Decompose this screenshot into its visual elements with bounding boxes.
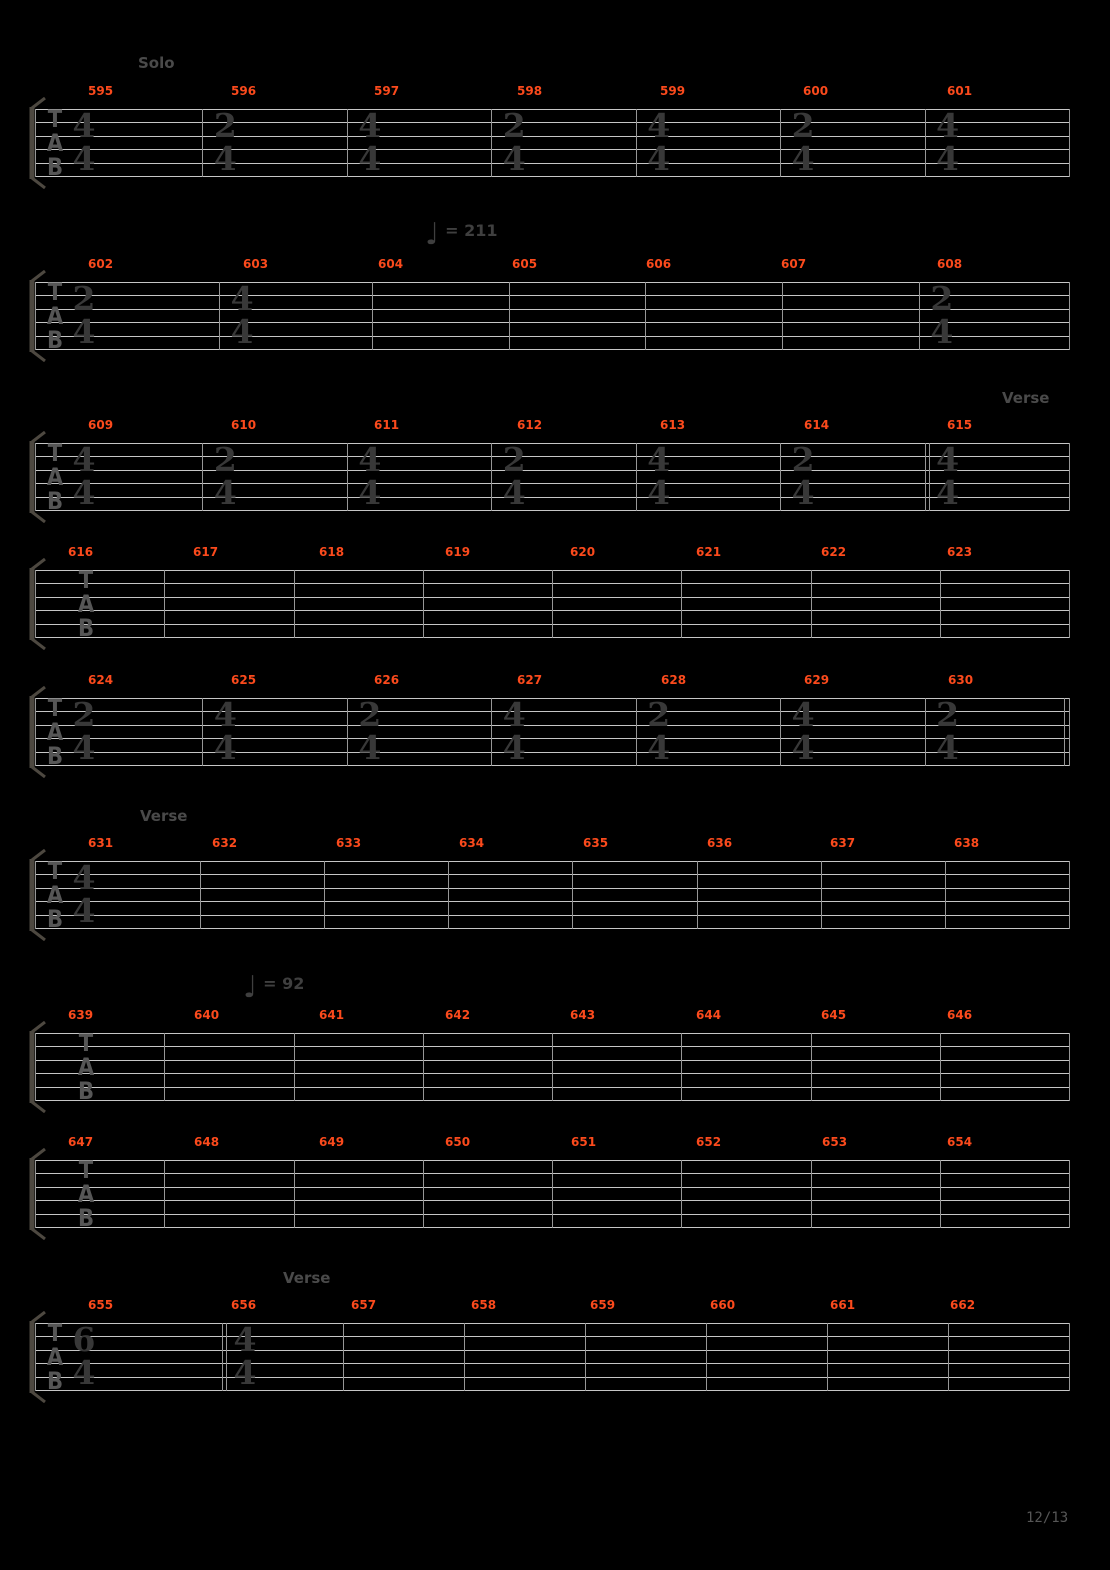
time-signature-denominator: 4 bbox=[647, 139, 671, 178]
measure-number: 653 bbox=[822, 1135, 848, 1149]
tab-clef bbox=[71, 1158, 101, 1230]
measure-number: 644 bbox=[696, 1008, 722, 1022]
time-signature-numerator: 2 bbox=[358, 695, 382, 734]
measure[interactable] bbox=[510, 282, 647, 350]
measure-number: 643 bbox=[570, 1008, 596, 1022]
tab-clef-letter: A bbox=[46, 718, 64, 746]
tab-clef-letter: A bbox=[77, 1180, 95, 1208]
time-signature bbox=[788, 106, 818, 178]
time-signature-denominator: 4 bbox=[230, 312, 254, 351]
time-signature-denominator: 4 bbox=[502, 139, 526, 178]
tab-clef bbox=[40, 107, 70, 179]
time-signature-numerator: 6 bbox=[72, 1320, 96, 1359]
measure-number: 641 bbox=[319, 1008, 345, 1022]
measure-number: 646 bbox=[947, 1008, 973, 1022]
time-signature-numerator: 4 bbox=[358, 440, 382, 479]
time-signature bbox=[933, 106, 963, 178]
time-signature-numerator: 2 bbox=[213, 106, 237, 145]
time-signature-numerator: 2 bbox=[213, 440, 237, 479]
measure-number: 657 bbox=[351, 1298, 377, 1312]
measure[interactable] bbox=[941, 1160, 1070, 1228]
tempo-value: = 92 bbox=[263, 974, 305, 993]
measure-number: 628 bbox=[661, 673, 687, 687]
staff-system-9 bbox=[35, 1269, 1070, 1395]
measure-number: 659 bbox=[590, 1298, 616, 1312]
section-label: Verse bbox=[283, 1269, 331, 1287]
measure[interactable] bbox=[373, 282, 510, 350]
measure-number: 618 bbox=[319, 545, 345, 559]
tab-clef-letter: B bbox=[77, 614, 95, 642]
staff-system-6 bbox=[35, 807, 1070, 933]
measure-numbers bbox=[35, 1298, 1070, 1314]
time-signature-denominator: 4 bbox=[647, 728, 671, 767]
time-signature-numerator: 2 bbox=[930, 279, 954, 318]
tab-clef bbox=[40, 1321, 70, 1393]
measures-row bbox=[35, 1029, 1070, 1105]
measure[interactable] bbox=[781, 106, 925, 178]
measures-row bbox=[35, 566, 1070, 642]
measure-number: 648 bbox=[194, 1135, 220, 1149]
measure-number: 601 bbox=[947, 84, 973, 98]
time-signature-numerator: 4 bbox=[72, 440, 96, 479]
tab-clef-letter: T bbox=[47, 278, 63, 306]
tab-clef-letter: T bbox=[78, 566, 94, 594]
measure[interactable] bbox=[637, 440, 781, 512]
measure-number: 625 bbox=[231, 673, 257, 687]
measure[interactable] bbox=[682, 570, 811, 638]
measure[interactable] bbox=[941, 570, 1070, 638]
tab-clef-letter: B bbox=[46, 905, 64, 933]
measure[interactable] bbox=[926, 695, 1070, 767]
time-signature bbox=[644, 106, 674, 178]
tab-clef-letter: T bbox=[47, 105, 63, 133]
staff-system-2 bbox=[35, 217, 1070, 354]
section-label: Verse bbox=[140, 807, 188, 825]
time-signature-numerator: 4 bbox=[647, 440, 671, 479]
time-signature-denominator: 4 bbox=[930, 312, 954, 351]
measure[interactable] bbox=[424, 1160, 553, 1228]
time-signature-numerator: 4 bbox=[791, 695, 815, 734]
time-signature bbox=[499, 695, 529, 767]
tab-clef-letter: B bbox=[46, 1367, 64, 1395]
tab-clef-letter: T bbox=[78, 1156, 94, 1184]
tab-clef-letter: B bbox=[46, 326, 64, 354]
time-signature bbox=[644, 695, 674, 767]
measure-numbers bbox=[35, 836, 1070, 852]
tab-clef bbox=[40, 280, 70, 352]
time-signature bbox=[210, 440, 240, 512]
time-signature-numerator: 2 bbox=[72, 695, 96, 734]
measure-number: 596 bbox=[231, 84, 257, 98]
measure-number: 624 bbox=[88, 673, 114, 687]
staff-system-8 bbox=[35, 1135, 1070, 1232]
measure[interactable] bbox=[812, 1160, 941, 1228]
time-signature-denominator: 4 bbox=[358, 473, 382, 512]
measure[interactable] bbox=[781, 440, 925, 512]
tab-clef-letter: A bbox=[46, 129, 64, 157]
measure-number: 631 bbox=[88, 836, 114, 850]
time-signature-denominator: 4 bbox=[936, 139, 960, 178]
time-signature-denominator: 4 bbox=[72, 139, 96, 178]
tab-clef-letter: B bbox=[46, 742, 64, 770]
measure-number: 634 bbox=[459, 836, 485, 850]
time-signature bbox=[788, 440, 818, 512]
time-signature bbox=[933, 440, 963, 512]
measure-number: 655 bbox=[88, 1298, 114, 1312]
measure[interactable] bbox=[926, 440, 1070, 512]
measure-number: 632 bbox=[212, 836, 238, 850]
tab-clef-letter: T bbox=[47, 1319, 63, 1347]
tab-clef-letter: T bbox=[47, 857, 63, 885]
measure-number: 630 bbox=[948, 673, 974, 687]
time-signature-numerator: 2 bbox=[72, 279, 96, 318]
measure[interactable] bbox=[220, 279, 373, 351]
staff-system-1 bbox=[35, 54, 1070, 181]
measure[interactable] bbox=[492, 695, 636, 767]
measure-number: 617 bbox=[193, 545, 219, 559]
measure-number: 599 bbox=[660, 84, 686, 98]
time-signature-denominator: 4 bbox=[72, 312, 96, 351]
staff-system-5 bbox=[35, 673, 1070, 770]
measures-row bbox=[35, 1156, 1070, 1232]
measure-number: 612 bbox=[517, 418, 543, 432]
measure-number: 635 bbox=[583, 836, 609, 850]
time-signature-denominator: 4 bbox=[791, 473, 815, 512]
tab-clef-letter: A bbox=[46, 881, 64, 909]
time-signature-denominator: 4 bbox=[358, 139, 382, 178]
measure[interactable] bbox=[465, 1323, 586, 1391]
measure[interactable] bbox=[637, 106, 781, 178]
time-signature bbox=[644, 440, 674, 512]
measure[interactable] bbox=[941, 1033, 1070, 1101]
measure[interactable] bbox=[946, 861, 1070, 929]
time-signature bbox=[210, 695, 240, 767]
measure-number: 610 bbox=[231, 418, 257, 432]
measure-number: 651 bbox=[571, 1135, 597, 1149]
measure[interactable] bbox=[165, 570, 294, 638]
tab-clef-letter: B bbox=[46, 487, 64, 515]
measure[interactable] bbox=[348, 695, 492, 767]
measure-number: 638 bbox=[954, 836, 980, 850]
measure-number: 645 bbox=[821, 1008, 847, 1022]
measure[interactable] bbox=[698, 861, 822, 929]
time-signature-denominator: 4 bbox=[213, 473, 237, 512]
measure-number: 660 bbox=[710, 1298, 736, 1312]
tab-clef-letter: A bbox=[46, 463, 64, 491]
measure[interactable] bbox=[637, 695, 781, 767]
measure-numbers bbox=[35, 1135, 1070, 1151]
measure[interactable] bbox=[926, 106, 1070, 178]
measure[interactable] bbox=[165, 1033, 294, 1101]
measure[interactable] bbox=[449, 861, 573, 929]
measure[interactable] bbox=[295, 570, 424, 638]
measure-number: 621 bbox=[696, 545, 722, 559]
measure[interactable] bbox=[573, 861, 697, 929]
time-signature-denominator: 4 bbox=[647, 473, 671, 512]
tab-clef bbox=[40, 441, 70, 513]
measure[interactable] bbox=[586, 1323, 707, 1391]
measure-numbers bbox=[35, 1008, 1070, 1024]
time-signature-denominator: 4 bbox=[936, 473, 960, 512]
tempo-marking bbox=[425, 217, 498, 252]
measure-numbers bbox=[35, 257, 1070, 273]
measure-number: 620 bbox=[570, 545, 596, 559]
time-signature-denominator: 4 bbox=[72, 473, 96, 512]
measure[interactable] bbox=[165, 1160, 294, 1228]
measure-number: 607 bbox=[781, 257, 807, 271]
measure-number: 654 bbox=[947, 1135, 973, 1149]
measure-numbers bbox=[35, 545, 1070, 561]
measure-number: 629 bbox=[804, 673, 830, 687]
time-signature bbox=[499, 440, 529, 512]
measure-number: 647 bbox=[68, 1135, 94, 1149]
measure-number: 597 bbox=[374, 84, 400, 98]
time-signature-numerator: 2 bbox=[647, 695, 671, 734]
measure[interactable] bbox=[203, 695, 347, 767]
tab-clef bbox=[71, 1031, 101, 1103]
measure-number: 615 bbox=[947, 418, 973, 432]
time-signature-numerator: 2 bbox=[502, 440, 526, 479]
staff-system-4 bbox=[35, 545, 1070, 642]
tab-clef-letter: B bbox=[77, 1077, 95, 1105]
time-signature bbox=[69, 440, 99, 512]
time-signature-denominator: 4 bbox=[791, 139, 815, 178]
time-signature-numerator: 4 bbox=[358, 106, 382, 145]
measure-number: 608 bbox=[937, 257, 963, 271]
measures-row bbox=[35, 105, 1070, 181]
measure[interactable] bbox=[201, 861, 325, 929]
measure-number: 602 bbox=[88, 257, 114, 271]
measure[interactable] bbox=[682, 1160, 811, 1228]
time-signature bbox=[355, 695, 385, 767]
time-signature bbox=[69, 858, 99, 930]
time-signature bbox=[69, 1320, 99, 1392]
measure[interactable] bbox=[949, 1323, 1070, 1391]
measure[interactable] bbox=[203, 440, 347, 512]
time-signature-numerator: 4 bbox=[936, 440, 960, 479]
page-indicator: 12/13 bbox=[1026, 1510, 1069, 1526]
measure-number: 636 bbox=[707, 836, 733, 850]
time-signature-denominator: 4 bbox=[213, 728, 237, 767]
time-signature bbox=[499, 106, 529, 178]
time-signature bbox=[69, 106, 99, 178]
time-signature bbox=[933, 695, 963, 767]
measure[interactable] bbox=[295, 1033, 424, 1101]
staff-system-7 bbox=[35, 970, 1070, 1105]
measure-number: 605 bbox=[512, 257, 538, 271]
measure[interactable] bbox=[492, 440, 636, 512]
tab-clef bbox=[40, 859, 70, 931]
measure-number: 613 bbox=[660, 418, 686, 432]
measure-number: 650 bbox=[445, 1135, 471, 1149]
measure-number: 622 bbox=[821, 545, 847, 559]
measure-numbers bbox=[35, 673, 1070, 689]
measures-row bbox=[35, 694, 1070, 770]
time-signature bbox=[69, 279, 99, 351]
time-signature-numerator: 4 bbox=[230, 279, 254, 318]
time-signature-denominator: 4 bbox=[213, 139, 237, 178]
measure[interactable] bbox=[920, 279, 1070, 351]
measure[interactable] bbox=[646, 282, 783, 350]
tempo-value: = 211 bbox=[445, 221, 498, 240]
measure-number: 637 bbox=[830, 836, 856, 850]
time-signature bbox=[355, 106, 385, 178]
section-label: Solo bbox=[138, 54, 175, 72]
measure-number: 662 bbox=[950, 1298, 976, 1312]
measure[interactable] bbox=[348, 106, 492, 178]
time-signature-denominator: 4 bbox=[233, 1353, 257, 1392]
time-signature-numerator: 4 bbox=[502, 695, 526, 734]
measure-number: 627 bbox=[517, 673, 543, 687]
measures-row bbox=[35, 1319, 1070, 1395]
measures-row bbox=[35, 857, 1070, 933]
quarter-note-icon: ♩ bbox=[243, 970, 258, 1005]
time-signature-numerator: 4 bbox=[647, 106, 671, 145]
measure-number: 606 bbox=[646, 257, 672, 271]
time-signature-denominator: 4 bbox=[72, 891, 96, 930]
tempo-marking bbox=[243, 970, 305, 1005]
measure-number: 598 bbox=[517, 84, 543, 98]
time-signature bbox=[230, 1320, 260, 1392]
measure-number: 661 bbox=[830, 1298, 856, 1312]
time-signature-denominator: 4 bbox=[936, 728, 960, 767]
measure-number: 614 bbox=[804, 418, 830, 432]
time-signature-denominator: 4 bbox=[72, 728, 96, 767]
measure-number: 626 bbox=[374, 673, 400, 687]
measure-number: 603 bbox=[243, 257, 269, 271]
measures-row bbox=[35, 439, 1070, 515]
time-signature-numerator: 4 bbox=[72, 858, 96, 897]
time-signature-numerator: 2 bbox=[502, 106, 526, 145]
tab-clef bbox=[71, 568, 101, 640]
measure[interactable] bbox=[325, 861, 449, 929]
measure[interactable] bbox=[553, 1033, 682, 1101]
measure[interactable] bbox=[812, 570, 941, 638]
measure[interactable] bbox=[812, 1033, 941, 1101]
time-signature bbox=[69, 695, 99, 767]
time-signature-numerator: 4 bbox=[233, 1320, 257, 1359]
time-signature bbox=[927, 279, 957, 351]
time-signature bbox=[788, 695, 818, 767]
time-signature-numerator: 2 bbox=[791, 106, 815, 145]
measure-number: 652 bbox=[696, 1135, 722, 1149]
measure-number: 619 bbox=[445, 545, 471, 559]
tab-clef-letter: A bbox=[46, 1343, 64, 1371]
measure-number: 616 bbox=[68, 545, 94, 559]
time-signature-numerator: 2 bbox=[791, 440, 815, 479]
measure[interactable] bbox=[203, 106, 347, 178]
quarter-note-icon: ♩ bbox=[425, 217, 440, 252]
measure-number: 640 bbox=[194, 1008, 220, 1022]
measure[interactable] bbox=[553, 1160, 682, 1228]
measure-number: 639 bbox=[68, 1008, 94, 1022]
measure[interactable] bbox=[223, 1320, 344, 1392]
time-signature-numerator: 4 bbox=[72, 106, 96, 145]
time-signature-denominator: 4 bbox=[358, 728, 382, 767]
measure-numbers bbox=[35, 418, 1070, 434]
measure[interactable] bbox=[828, 1323, 949, 1391]
measure-number: 642 bbox=[445, 1008, 471, 1022]
staff-system-3 bbox=[35, 389, 1070, 515]
tab-clef-letter: A bbox=[46, 302, 64, 330]
measure[interactable] bbox=[424, 570, 553, 638]
tab-clef-letter: A bbox=[77, 1053, 95, 1081]
measure-numbers bbox=[35, 84, 1070, 100]
measure[interactable] bbox=[707, 1323, 828, 1391]
measure-number: 611 bbox=[374, 418, 400, 432]
measure[interactable] bbox=[492, 106, 636, 178]
time-signature-denominator: 4 bbox=[72, 1353, 96, 1392]
measure-number: 600 bbox=[803, 84, 829, 98]
time-signature-denominator: 4 bbox=[502, 728, 526, 767]
tab-clef bbox=[40, 696, 70, 768]
measure[interactable] bbox=[295, 1160, 424, 1228]
time-signature-denominator: 4 bbox=[502, 473, 526, 512]
measure-number: 649 bbox=[319, 1135, 345, 1149]
measure[interactable] bbox=[553, 570, 682, 638]
measure-number: 623 bbox=[947, 545, 973, 559]
measure-number: 656 bbox=[231, 1298, 257, 1312]
measure[interactable] bbox=[348, 440, 492, 512]
tab-clef-letter: B bbox=[46, 153, 64, 181]
tab-clef-letter: B bbox=[77, 1204, 95, 1232]
tab-clef-letter: A bbox=[77, 590, 95, 618]
tab-clef-letter: T bbox=[78, 1029, 94, 1057]
time-signature-numerator: 4 bbox=[936, 106, 960, 145]
measure[interactable] bbox=[424, 1033, 553, 1101]
tab-clef-letter: T bbox=[47, 439, 63, 467]
measure[interactable] bbox=[682, 1033, 811, 1101]
time-signature bbox=[227, 279, 257, 351]
measure-number: 609 bbox=[88, 418, 114, 432]
measure-number: 658 bbox=[471, 1298, 497, 1312]
measure[interactable] bbox=[781, 695, 925, 767]
time-signature bbox=[355, 440, 385, 512]
measure[interactable] bbox=[783, 282, 920, 350]
measures-row bbox=[35, 278, 1070, 354]
measure-number: 633 bbox=[336, 836, 362, 850]
measure-number: 595 bbox=[88, 84, 114, 98]
time-signature-denominator: 4 bbox=[791, 728, 815, 767]
section-label: Verse bbox=[1002, 389, 1050, 407]
time-signature-numerator: 4 bbox=[213, 695, 237, 734]
time-signature bbox=[210, 106, 240, 178]
tab-clef-letter: T bbox=[47, 694, 63, 722]
measure[interactable] bbox=[344, 1323, 465, 1391]
measure[interactable] bbox=[822, 861, 946, 929]
time-signature-numerator: 2 bbox=[936, 695, 960, 734]
measure-number: 604 bbox=[378, 257, 404, 271]
